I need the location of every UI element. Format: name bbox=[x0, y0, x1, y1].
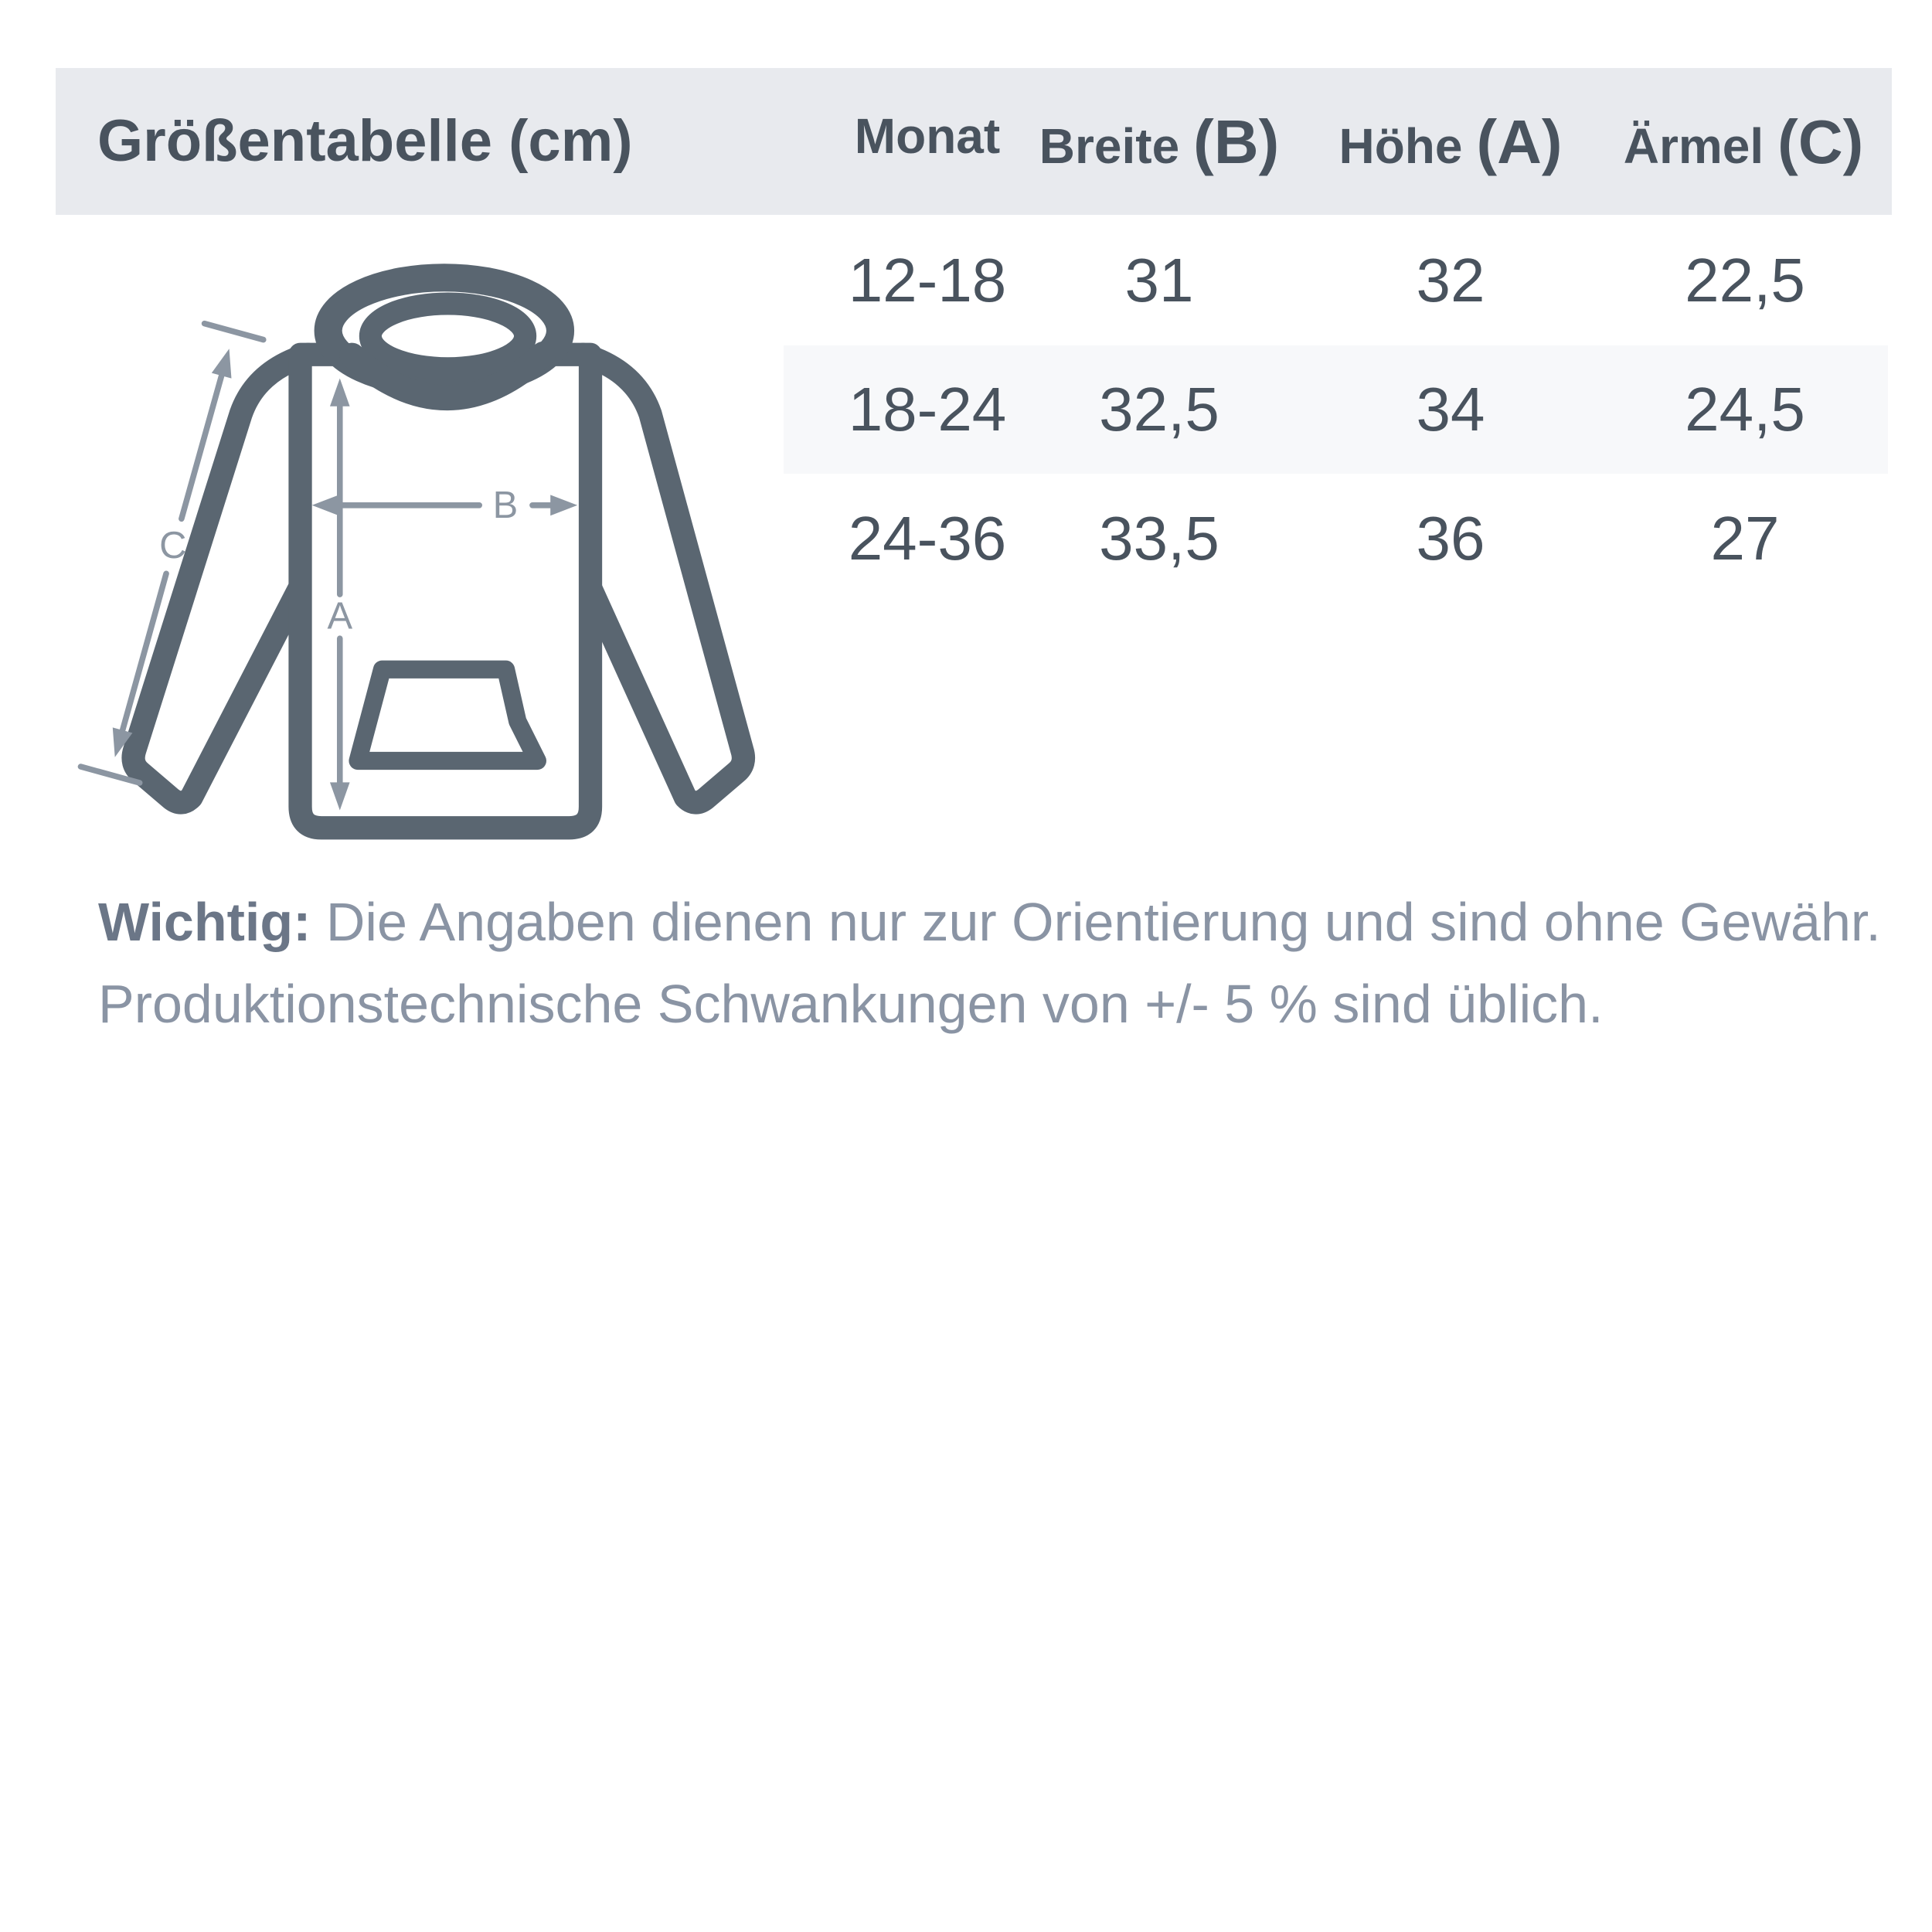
cell-breite: 31 bbox=[1124, 246, 1194, 315]
column-header-letter: (C) bbox=[1777, 107, 1864, 176]
cell-hoehe: 32 bbox=[1416, 246, 1485, 315]
hoodie-right-sleeve bbox=[583, 355, 743, 803]
cell-aermel: 27 bbox=[1710, 504, 1780, 573]
measure-c-end-tick bbox=[205, 324, 264, 340]
measure-label-b: B bbox=[492, 485, 519, 527]
column-header-label: Höhe bbox=[1338, 118, 1463, 174]
cell-monat: 24-36 bbox=[848, 504, 1007, 573]
column-header-label: Ärmel bbox=[1623, 118, 1764, 174]
size-chart-title: Größentabelle (cm) bbox=[97, 108, 633, 174]
arrowhead-up-right bbox=[212, 349, 232, 378]
cell-hoehe: 36 bbox=[1416, 504, 1485, 573]
hoodie-measurement-diagram bbox=[62, 178, 757, 873]
disclaimer-note-line1: Die Angaben dienen nur zur Orientierung und sind ohne Gewähr. bbox=[311, 892, 1881, 952]
disclaimer-note bbox=[98, 881, 1881, 1045]
column-header-aermel bbox=[1550, 68, 1932, 215]
cell-aermel: 24,5 bbox=[1685, 375, 1805, 444]
cell-breite: 32,5 bbox=[1099, 375, 1219, 444]
measure-label-c: C bbox=[159, 524, 187, 566]
hoodie-pocket bbox=[358, 669, 537, 760]
cell-hoehe: 34 bbox=[1416, 375, 1485, 444]
column-header-label: Breite bbox=[1039, 118, 1180, 174]
cell-monat: 12-18 bbox=[848, 246, 1007, 315]
column-header-letter: (B) bbox=[1193, 107, 1280, 176]
disclaimer-note-line2: Produktionstechnische Schwankungen von +/- 5 % sind üblich. bbox=[98, 974, 1604, 1034]
column-header-label: Monat bbox=[854, 108, 1001, 164]
cell-breite: 33,5 bbox=[1099, 504, 1219, 573]
cell-monat: 18-24 bbox=[848, 375, 1007, 444]
cell-aermel: 22,5 bbox=[1685, 246, 1805, 315]
column-header-letter: (A) bbox=[1476, 107, 1563, 176]
measure-label-a: A bbox=[327, 595, 353, 638]
hoodie-left-sleeve bbox=[134, 355, 308, 803]
hoodie-hood-inner bbox=[370, 304, 525, 369]
disclaimer-note-bold: Wichtig: bbox=[98, 892, 311, 952]
